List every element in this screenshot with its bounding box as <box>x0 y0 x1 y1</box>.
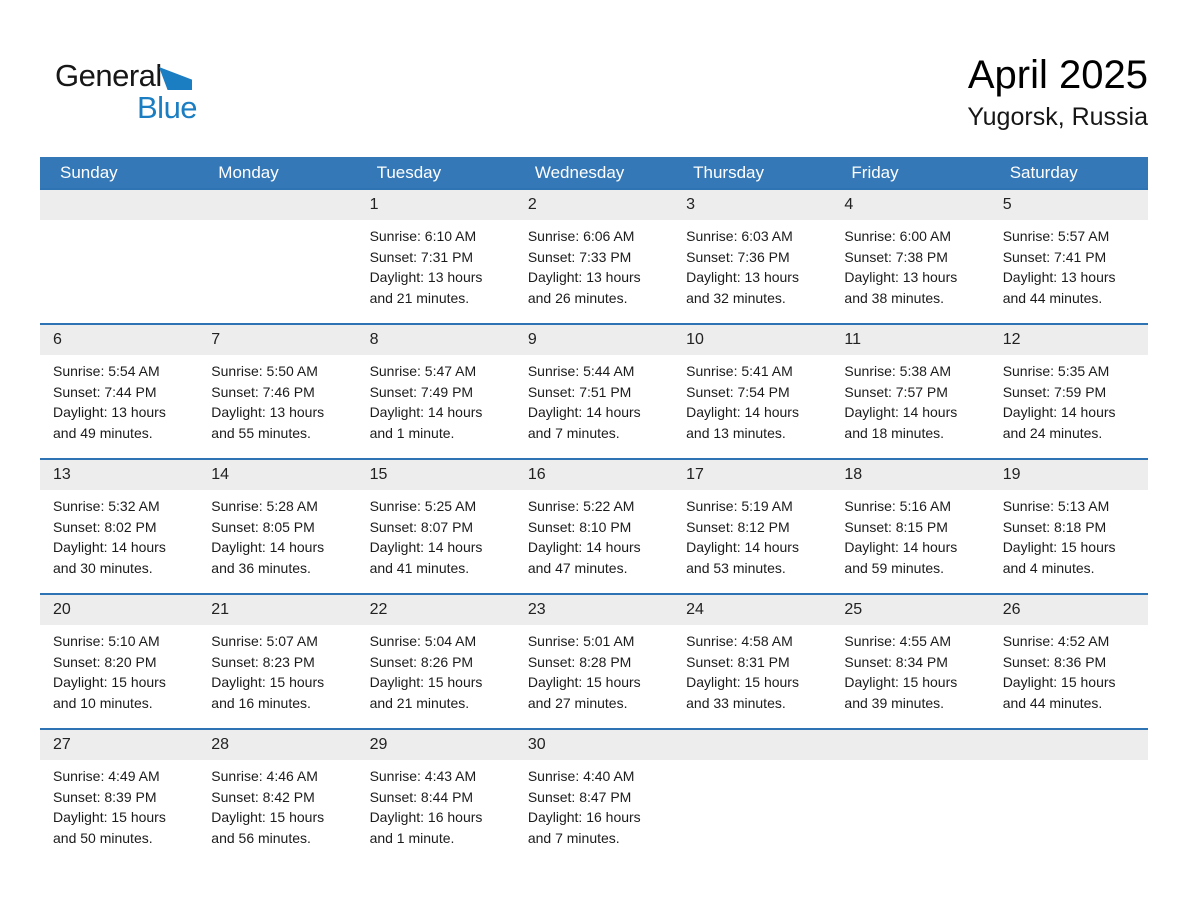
daylight-minutes-text: and 21 minutes. <box>369 694 470 711</box>
daylight-minutes-text: and 38 minutes. <box>844 289 945 306</box>
calendar-cell-4 <box>831 190 989 323</box>
daylight-hours-text: Daylight: 15 hours <box>686 674 799 690</box>
sunrise-text: Sunrise: 4:55 AM <box>844 633 952 649</box>
day-number: 5 <box>1002 196 1012 213</box>
sunrise-text: Sunrise: 5:01 AM <box>527 633 635 649</box>
day-number-band <box>198 460 356 490</box>
calendar-cell-18 <box>831 460 989 593</box>
daylight-hours-text: Daylight: 16 hours <box>527 809 641 825</box>
daylight-hours-text: Daylight: 15 hours <box>369 674 483 690</box>
calendar-cell-20 <box>40 595 198 728</box>
sunrise-text: Sunrise: 4:52 AM <box>1002 633 1110 649</box>
sunrise-text: Sunrise: 4:40 AM <box>527 768 635 784</box>
sunset-text: Sunset: 7:44 PM <box>53 383 157 400</box>
day-details <box>515 355 673 443</box>
calendar-cell-empty <box>40 190 198 323</box>
day-number-band <box>357 730 515 760</box>
day-number: 30 <box>527 736 546 753</box>
sunset-text: Sunset: 8:10 PM <box>527 518 632 535</box>
calendar-cell-3 <box>673 190 831 323</box>
day-number-band <box>40 595 198 625</box>
day-number-band <box>990 190 1148 220</box>
sunset-text: Sunset: 8:05 PM <box>211 518 315 535</box>
daylight-minutes-text: and 30 minutes. <box>53 559 153 576</box>
day-name-sunday: Sunday <box>60 162 118 182</box>
sunrise-text: Sunrise: 4:58 AM <box>686 633 793 649</box>
day-details <box>357 760 515 848</box>
daylight-minutes-text: and 47 minutes. <box>527 559 628 576</box>
calendar-cell-17 <box>673 460 831 593</box>
daylight-minutes-text: and 36 minutes. <box>211 559 311 576</box>
daylight-minutes-text: and 21 minutes. <box>369 289 470 306</box>
day-number: 6 <box>53 331 62 348</box>
day-details <box>990 490 1148 578</box>
sunset-text: Sunset: 7:38 PM <box>844 248 948 265</box>
day-number: 27 <box>53 736 71 753</box>
day-number: 26 <box>1002 601 1021 618</box>
day-number: 20 <box>53 601 71 618</box>
sunrise-text: Sunrise: 6:03 AM <box>686 228 793 244</box>
day-details <box>515 625 673 713</box>
day-details <box>515 490 673 578</box>
daylight-minutes-text: and 7 minutes. <box>527 829 620 846</box>
day-number-band <box>831 730 989 760</box>
sunrise-text: Sunrise: 5:19 AM <box>686 498 793 514</box>
day-number-band <box>673 460 831 490</box>
day-number-band <box>357 595 515 625</box>
day-number-band <box>673 730 831 760</box>
day-details <box>40 220 198 226</box>
day-number-band <box>515 190 673 220</box>
sunrise-text: Sunrise: 5:38 AM <box>844 363 952 379</box>
day-details <box>357 625 515 713</box>
sunset-text: Sunset: 8:44 PM <box>369 788 474 805</box>
day-details <box>990 625 1148 713</box>
daylight-minutes-text: and 13 minutes. <box>686 424 786 441</box>
daylight-hours-text: Daylight: 14 hours <box>844 404 958 420</box>
day-number-band <box>831 190 989 220</box>
sunrise-text: Sunrise: 5:04 AM <box>369 633 477 649</box>
sunrise-text: Sunrise: 5:28 AM <box>211 498 318 514</box>
sunrise-text: Sunrise: 5:25 AM <box>369 498 477 514</box>
sunset-text: Sunset: 8:42 PM <box>211 788 315 805</box>
calendar-cell-25 <box>831 595 989 728</box>
day-number-band <box>990 460 1148 490</box>
day-number: 15 <box>369 466 388 483</box>
sunrise-text: Sunrise: 5:54 AM <box>53 363 160 379</box>
week-row <box>40 458 1148 593</box>
day-name-tuesday: Tuesday <box>376 162 442 182</box>
calendar-cell-19 <box>990 460 1148 593</box>
day-details <box>198 760 356 848</box>
daylight-minutes-text: and 7 minutes. <box>527 424 620 441</box>
sunset-text: Sunset: 8:02 PM <box>53 518 157 535</box>
day-number: 28 <box>211 736 230 753</box>
page-subtitle: Yugorsk, Russia <box>967 103 1148 131</box>
calendar-cell-27 <box>40 730 198 863</box>
daylight-hours-text: Daylight: 14 hours <box>527 539 641 555</box>
daylight-minutes-text: and 4 minutes. <box>1002 559 1095 576</box>
daylight-hours-text: Daylight: 15 hours <box>527 674 641 690</box>
day-details <box>831 625 989 713</box>
day-number-band <box>990 325 1148 355</box>
day-name-thursday: Thursday <box>693 162 764 182</box>
day-details <box>357 355 515 443</box>
daylight-hours-text: Daylight: 14 hours <box>211 539 325 555</box>
day-number: 9 <box>527 331 537 348</box>
calendar-cell-22 <box>357 595 515 728</box>
sunrise-text: Sunrise: 4:46 AM <box>211 768 318 784</box>
day-number-band <box>515 595 673 625</box>
calendar-cell-15 <box>357 460 515 593</box>
day-details <box>198 355 356 443</box>
sunrise-text: Sunrise: 5:57 AM <box>1002 228 1110 244</box>
calendar-cell-26 <box>990 595 1148 728</box>
day-number-band <box>357 460 515 490</box>
day-name-wednesday: Wednesday <box>534 162 625 182</box>
daylight-hours-text: Daylight: 14 hours <box>686 539 799 555</box>
sunset-text: Sunset: 8:28 PM <box>527 653 632 670</box>
day-number-band <box>831 460 989 490</box>
sunrise-text: Sunrise: 5:22 AM <box>527 498 635 514</box>
day-details <box>831 760 989 766</box>
daylight-hours-text: Daylight: 15 hours <box>211 674 325 690</box>
calendar-cell-2 <box>515 190 673 323</box>
daylight-minutes-text: and 16 minutes. <box>211 694 311 711</box>
day-details <box>198 490 356 578</box>
sunset-text: Sunset: 8:47 PM <box>527 788 632 805</box>
title-block <box>967 52 1148 132</box>
sunrise-text: Sunrise: 5:44 AM <box>527 363 635 379</box>
week-row <box>40 188 1148 323</box>
logo-text-blue: Blue <box>137 90 198 125</box>
day-details <box>40 490 198 578</box>
day-details <box>990 760 1148 766</box>
day-details <box>357 490 515 578</box>
calendar-cell-14 <box>198 460 356 593</box>
day-number: 25 <box>844 601 863 618</box>
calendar-cell-6 <box>40 325 198 458</box>
sunset-text: Sunset: 8:20 PM <box>53 653 157 670</box>
day-number: 22 <box>369 601 388 618</box>
day-name-friday: Friday <box>851 162 899 182</box>
daylight-hours-text: Daylight: 15 hours <box>53 674 166 690</box>
sunrise-text: Sunrise: 4:43 AM <box>369 768 477 784</box>
daylight-minutes-text: and 56 minutes. <box>211 829 311 846</box>
calendar-cell-24 <box>673 595 831 728</box>
day-number-band <box>673 595 831 625</box>
sunrise-text: Sunrise: 5:41 AM <box>686 363 793 379</box>
day-number: 29 <box>369 736 388 753</box>
daylight-hours-text: Daylight: 15 hours <box>1002 674 1116 690</box>
calendar-cell-21 <box>198 595 356 728</box>
calendar-cell-30 <box>515 730 673 863</box>
day-number: 23 <box>527 601 546 618</box>
day-name-saturday: Saturday <box>1009 162 1078 182</box>
daylight-minutes-text: and 44 minutes. <box>1002 289 1103 306</box>
daylight-hours-text: Daylight: 14 hours <box>686 404 799 420</box>
day-number-band <box>198 325 356 355</box>
day-details <box>831 490 989 578</box>
sunrise-text: Sunrise: 5:16 AM <box>844 498 952 514</box>
day-details <box>198 220 356 226</box>
calendar-cell-empty <box>990 730 1148 863</box>
calendar-cell-10 <box>673 325 831 458</box>
calendar-cell-12 <box>990 325 1148 458</box>
day-number: 2 <box>527 196 537 213</box>
day-number: 19 <box>1002 466 1021 483</box>
daylight-minutes-text: and 59 minutes. <box>844 559 945 576</box>
daylight-minutes-text: and 27 minutes. <box>527 694 628 711</box>
sunset-text: Sunset: 7:33 PM <box>527 248 632 265</box>
calendar-cell-23 <box>515 595 673 728</box>
daylight-hours-text: Daylight: 14 hours <box>369 404 483 420</box>
week-row <box>40 593 1148 728</box>
calendar-cell-7 <box>198 325 356 458</box>
sunset-text: Sunset: 8:23 PM <box>211 653 315 670</box>
general-blue-logo <box>55 58 215 133</box>
day-number-band <box>198 595 356 625</box>
day-details <box>515 760 673 848</box>
logo-text-general: General <box>55 58 162 93</box>
day-number-band <box>515 460 673 490</box>
day-details <box>990 355 1148 443</box>
day-details <box>198 625 356 713</box>
daylight-minutes-text: and 33 minutes. <box>686 694 786 711</box>
sunrise-text: Sunrise: 4:49 AM <box>53 768 160 784</box>
week-row <box>40 323 1148 458</box>
daylight-minutes-text: and 18 minutes. <box>844 424 945 441</box>
daylight-hours-text: Daylight: 14 hours <box>369 539 483 555</box>
day-number-band <box>357 190 515 220</box>
sunrise-text: Sunrise: 5:10 AM <box>53 633 160 649</box>
daylight-minutes-text: and 1 minute. <box>369 424 455 441</box>
day-number-band <box>40 190 198 220</box>
day-details <box>673 220 831 308</box>
calendar-cell-empty <box>198 190 356 323</box>
daylight-hours-text: Daylight: 14 hours <box>1002 404 1116 420</box>
daylight-minutes-text: and 24 minutes. <box>1002 424 1103 441</box>
day-number-band <box>831 595 989 625</box>
day-number: 11 <box>844 331 862 348</box>
daylight-minutes-text: and 10 minutes. <box>53 694 153 711</box>
day-details <box>515 220 673 308</box>
day-details <box>831 355 989 443</box>
day-number: 4 <box>844 196 854 213</box>
sunset-text: Sunset: 7:51 PM <box>527 383 632 400</box>
day-number-band <box>357 325 515 355</box>
day-number-band <box>198 730 356 760</box>
day-details <box>40 625 198 713</box>
sunset-text: Sunset: 8:12 PM <box>686 518 790 535</box>
daylight-hours-text: Daylight: 15 hours <box>211 809 325 825</box>
calendar-cell-empty <box>673 730 831 863</box>
calendar-cell-29 <box>357 730 515 863</box>
daylight-minutes-text: and 32 minutes. <box>686 289 786 306</box>
daylight-hours-text: Daylight: 13 hours <box>211 404 325 420</box>
calendar-cell-8 <box>357 325 515 458</box>
sunset-text: Sunset: 8:26 PM <box>369 653 474 670</box>
sunset-text: Sunset: 8:34 PM <box>844 653 948 670</box>
day-number-band <box>990 595 1148 625</box>
sunrise-text: Sunrise: 6:06 AM <box>527 228 635 244</box>
sunrise-text: Sunrise: 6:10 AM <box>369 228 477 244</box>
sunset-text: Sunset: 8:07 PM <box>369 518 474 535</box>
day-number: 17 <box>686 466 704 483</box>
sunset-text: Sunset: 7:54 PM <box>686 383 790 400</box>
day-number: 7 <box>211 331 221 348</box>
calendar-cell-5 <box>990 190 1148 323</box>
day-details <box>673 355 831 443</box>
calendar-header-row <box>40 157 1148 188</box>
daylight-minutes-text: and 55 minutes. <box>211 424 311 441</box>
sunset-text: Sunset: 7:31 PM <box>369 248 474 265</box>
daylight-hours-text: Daylight: 13 hours <box>686 269 799 285</box>
sunrise-text: Sunrise: 5:13 AM <box>1002 498 1110 514</box>
logo-triangle-icon <box>159 67 192 90</box>
calendar-cell-9 <box>515 325 673 458</box>
sunrise-text: Sunrise: 5:07 AM <box>211 633 318 649</box>
calendar <box>40 157 1148 863</box>
day-number-band <box>198 190 356 220</box>
day-number: 16 <box>527 466 546 483</box>
sunset-text: Sunset: 7:57 PM <box>844 383 948 400</box>
sunrise-text: Sunrise: 5:35 AM <box>1002 363 1110 379</box>
sunset-text: Sunset: 7:46 PM <box>211 383 315 400</box>
day-number: 3 <box>686 196 696 213</box>
daylight-hours-text: Daylight: 15 hours <box>844 674 958 690</box>
daylight-hours-text: Daylight: 15 hours <box>1002 539 1116 555</box>
day-details <box>831 220 989 308</box>
day-number-band <box>990 730 1148 760</box>
day-details <box>673 490 831 578</box>
daylight-hours-text: Daylight: 16 hours <box>369 809 483 825</box>
day-details <box>40 355 198 443</box>
calendar-cell-28 <box>198 730 356 863</box>
day-number-band <box>40 325 198 355</box>
day-number-band <box>673 325 831 355</box>
day-number-band <box>515 730 673 760</box>
sunrise-text: Sunrise: 5:47 AM <box>369 363 477 379</box>
daylight-minutes-text: and 41 minutes. <box>369 559 470 576</box>
daylight-minutes-text: and 53 minutes. <box>686 559 786 576</box>
sunset-text: Sunset: 7:49 PM <box>369 383 474 400</box>
daylight-hours-text: Daylight: 13 hours <box>369 269 483 285</box>
day-number-band <box>515 325 673 355</box>
sunset-text: Sunset: 8:31 PM <box>686 653 790 670</box>
calendar-weeks <box>40 188 1148 863</box>
sunrise-text: Sunrise: 6:00 AM <box>844 228 952 244</box>
sunrise-text: Sunrise: 5:32 AM <box>53 498 160 514</box>
day-number: 1 <box>369 196 379 213</box>
daylight-hours-text: Daylight: 14 hours <box>844 539 958 555</box>
daylight-hours-text: Daylight: 14 hours <box>527 404 641 420</box>
day-number: 18 <box>844 466 863 483</box>
sunset-text: Sunset: 7:41 PM <box>1002 248 1107 265</box>
day-name-monday: Monday <box>218 162 279 182</box>
daylight-minutes-text: and 39 minutes. <box>844 694 945 711</box>
week-row <box>40 728 1148 863</box>
day-number-band <box>673 190 831 220</box>
sunset-text: Sunset: 8:36 PM <box>1002 653 1107 670</box>
daylight-hours-text: Daylight: 14 hours <box>53 539 166 555</box>
day-number: 21 <box>211 601 230 618</box>
day-details <box>40 760 198 848</box>
calendar-cell-16 <box>515 460 673 593</box>
day-details <box>357 220 515 308</box>
daylight-minutes-text: and 50 minutes. <box>53 829 153 846</box>
day-details <box>990 220 1148 308</box>
sunset-text: Sunset: 8:15 PM <box>844 518 948 535</box>
day-number: 24 <box>686 601 704 618</box>
day-details <box>673 760 831 766</box>
calendar-cell-11 <box>831 325 989 458</box>
day-number: 10 <box>686 331 704 348</box>
day-details <box>673 625 831 713</box>
sunset-text: Sunset: 7:59 PM <box>1002 383 1107 400</box>
day-number-band <box>40 730 198 760</box>
day-number: 14 <box>211 466 230 483</box>
day-number: 8 <box>369 331 379 348</box>
daylight-hours-text: Daylight: 13 hours <box>1002 269 1116 285</box>
daylight-minutes-text: and 49 minutes. <box>53 424 153 441</box>
sunset-text: Sunset: 8:18 PM <box>1002 518 1107 535</box>
day-number: 13 <box>53 466 71 483</box>
daylight-minutes-text: and 1 minute. <box>369 829 455 846</box>
day-number: 12 <box>1002 331 1021 348</box>
sunrise-text: Sunrise: 5:50 AM <box>211 363 318 379</box>
daylight-hours-text: Daylight: 13 hours <box>844 269 958 285</box>
sunset-text: Sunset: 8:39 PM <box>53 788 157 805</box>
daylight-hours-text: Daylight: 13 hours <box>527 269 641 285</box>
calendar-cell-1 <box>357 190 515 323</box>
calendar-cell-empty <box>831 730 989 863</box>
daylight-hours-text: Daylight: 13 hours <box>53 404 166 420</box>
daylight-minutes-text: and 44 minutes. <box>1002 694 1103 711</box>
sunset-text: Sunset: 7:36 PM <box>686 248 790 265</box>
page-title: April 2025 <box>967 53 1148 97</box>
daylight-hours-text: Daylight: 15 hours <box>53 809 166 825</box>
day-number-band <box>831 325 989 355</box>
calendar-cell-13 <box>40 460 198 593</box>
day-number-band <box>40 460 198 490</box>
daylight-minutes-text: and 26 minutes. <box>527 289 628 306</box>
